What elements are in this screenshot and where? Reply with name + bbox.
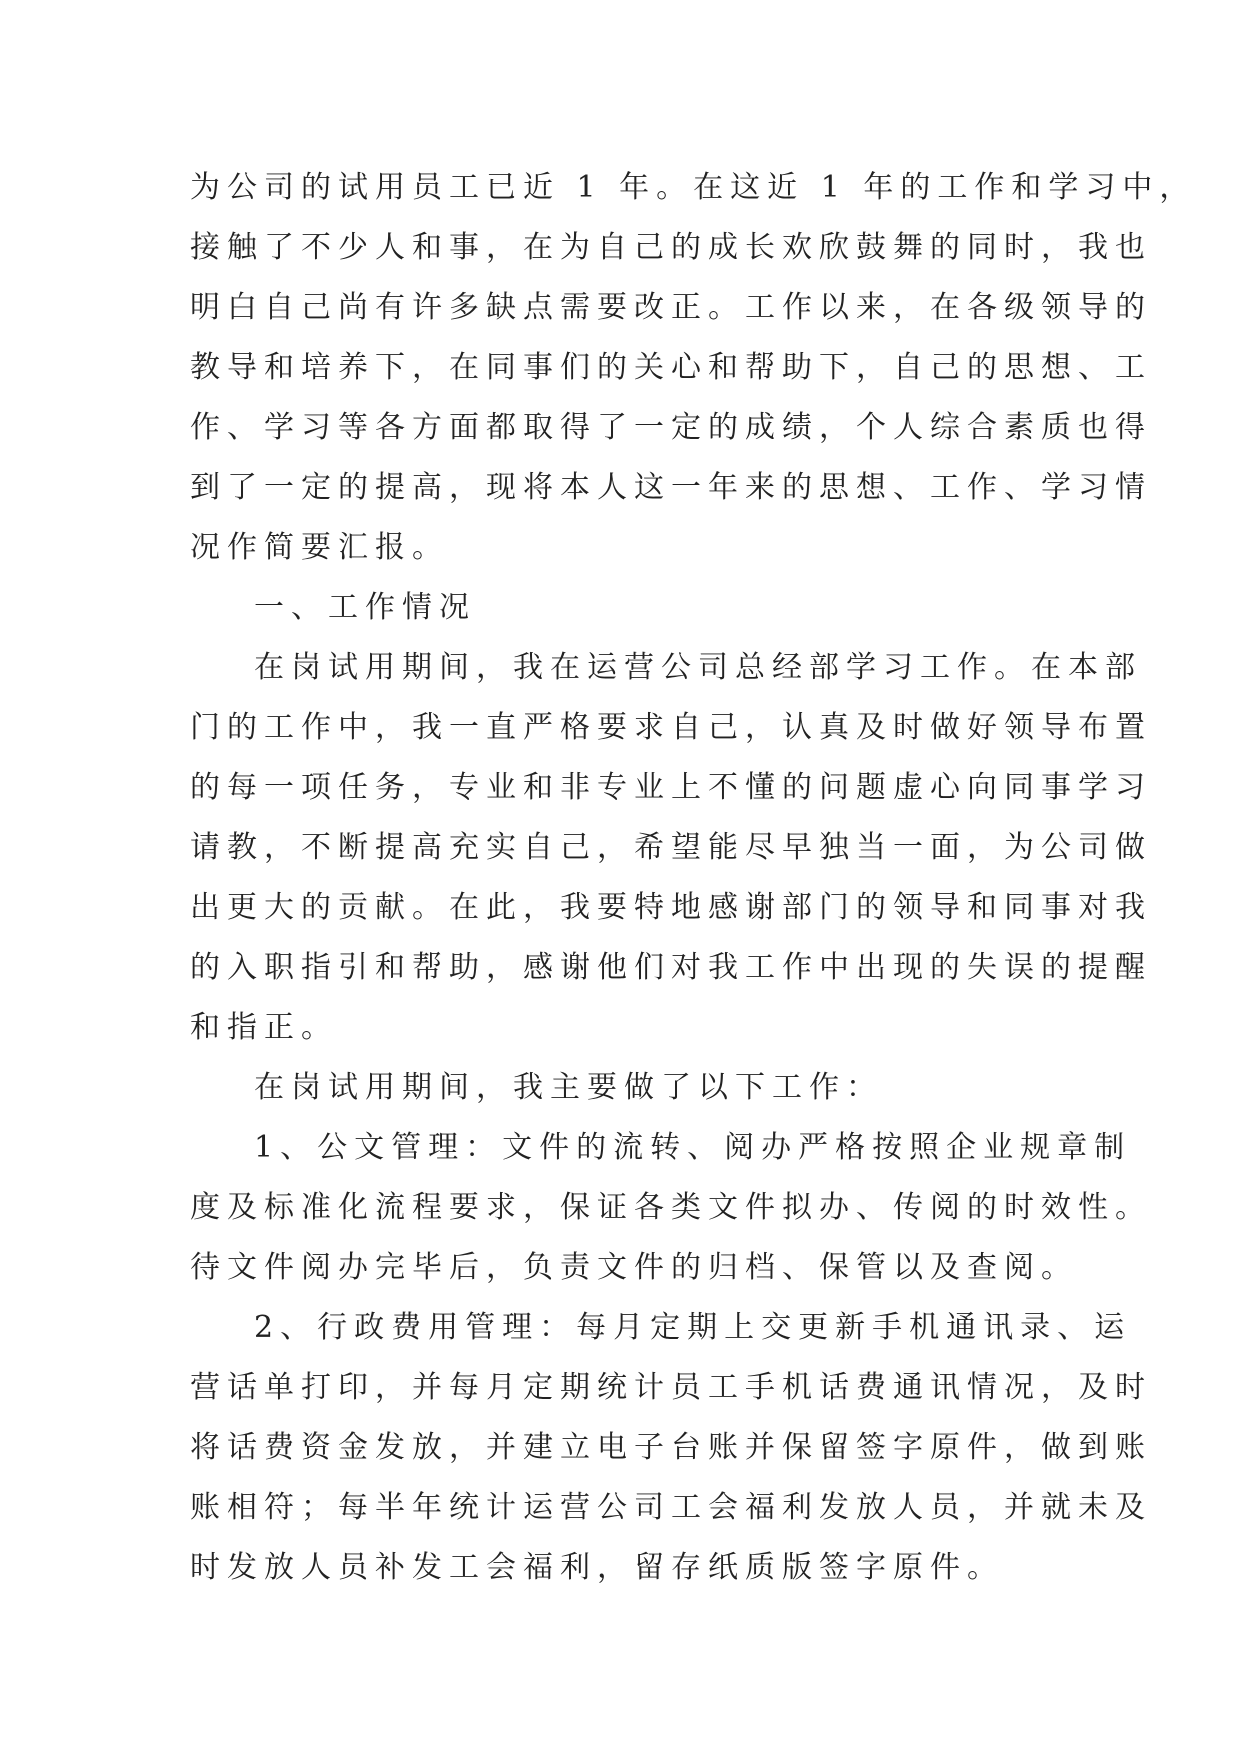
text-line: 明白自己尚有许多缺点需要改正。工作以来，在各级领导的	[190, 290, 1152, 325]
list-item-document-management	[190, 1118, 1152, 1298]
text-line: 到了一定的提高，现将本人这一年来的思想、工作、学习情	[190, 470, 1152, 505]
text-line: 和指正。	[190, 1010, 338, 1045]
paragraph-intro	[190, 158, 1197, 578]
paragraph-work-list-intro	[190, 1058, 1060, 1118]
text-line: 出更大的贡献。在此，我要特地感谢部门的领导和同事对我	[190, 890, 1152, 925]
text-line: 时发放人员补发工会福利，留存纸质版签字原件。	[190, 1550, 1004, 1585]
text-line: 况作简要汇报。	[190, 530, 449, 565]
text-line: 2、行政费用管理：每月定期上交更新手机通讯录、运	[254, 1310, 1132, 1345]
text-line: 将话费资金发放，并建立电子台账并保留签字原件，做到账	[190, 1430, 1152, 1465]
section-heading	[190, 578, 1060, 638]
text-line: 的每一项任务，专业和非专业上不懂的问题虚心向同事学习	[190, 770, 1152, 805]
text-line: 待文件阅办完毕后，负责文件的归档、保管以及查阅。	[190, 1250, 1078, 1285]
text-line: 度及标准化流程要求，保证各类文件拟办、传阅的时效性。	[190, 1190, 1152, 1225]
text-line: 在岗试用期间，我在运营公司总经部学习工作。在本部	[254, 650, 1142, 685]
document-body	[190, 158, 1197, 1598]
text-line: 账相符；每半年统计运营公司工会福利发放人员，并就未及	[190, 1490, 1152, 1525]
text-line: 请教，不断提高充实自己，希望能尽早独当一面，为公司做	[190, 830, 1152, 865]
paragraph-work-summary	[190, 638, 1152, 1058]
text-line: 在岗试用期间，我主要做了以下工作：	[254, 1070, 883, 1105]
heading-text: 一、工作情况	[254, 590, 476, 625]
text-line: 营话单打印，并每月定期统计员工手机话费通讯情况，及时	[190, 1370, 1152, 1405]
text-line: 1、公文管理：文件的流转、阅办严格按照企业规章制	[254, 1130, 1132, 1165]
list-item-expense-management	[190, 1298, 1152, 1598]
text-line: 为公司的试用员工已近 1 年。在这近 1 年的工作和学习中，	[190, 170, 1197, 205]
text-line: 门的工作中，我一直严格要求自己，认真及时做好领导布置	[190, 710, 1152, 745]
text-line: 接触了不少人和事，在为自己的成长欢欣鼓舞的同时，我也	[190, 230, 1152, 265]
text-line: 的入职指引和帮助，感谢他们对我工作中出现的失误的提醒	[190, 950, 1152, 985]
text-line: 教导和培养下，在同事们的关心和帮助下，自己的思想、工	[190, 350, 1152, 385]
text-line: 作、学习等各方面都取得了一定的成绩，个人综合素质也得	[190, 410, 1152, 445]
